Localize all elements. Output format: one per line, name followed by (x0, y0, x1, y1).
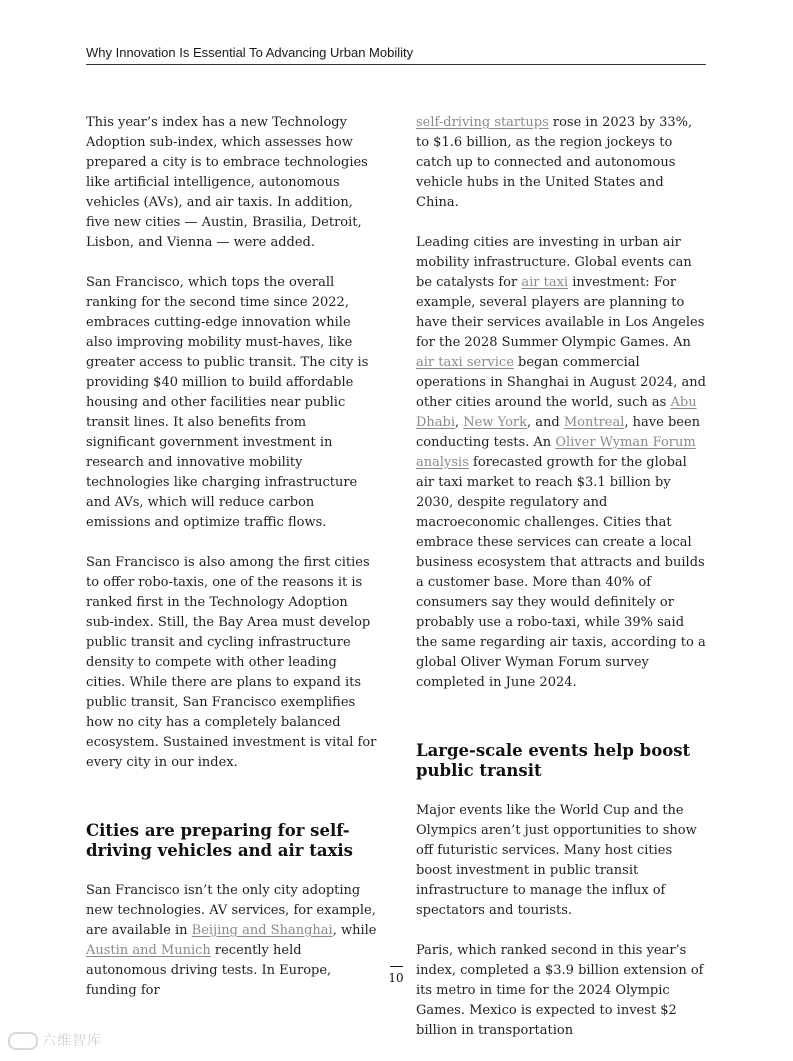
link-air-taxi-service[interactable]: air taxi service (416, 355, 514, 370)
text-segment: , while (332, 923, 377, 938)
paragraph-self-driving-startups (416, 113, 708, 213)
paragraph-new-technologies (86, 881, 378, 1001)
text-segment: forecasted growth for the global air taxi market to reach $3.1 billion by 2030, despite regulatory and macroeconomic challenges. Cities that embrace these services can create a local business ecosystem that attracts and builds a customer base. More than 40% of consumers say they would definitely or probably use a robo-taxi, while 39% said the same regarding air taxis, according to a global Oliver Wyman Forum survey completed in June 2024. (416, 455, 706, 690)
page-number (384, 966, 408, 985)
page-number-rule (390, 966, 403, 967)
text-segment: , (455, 415, 464, 430)
text-segment: San Francisco isn’t the only city adopting new technologies. AV services, for example, are available in (86, 883, 376, 938)
text-segment: began commercial operations in Shanghai in August 2024, and other cities around the world, such as (416, 355, 706, 410)
text-segment: , and (527, 415, 564, 430)
link-austin-munich[interactable]: Austin and Munich (86, 943, 211, 958)
right-column (416, 113, 708, 1061)
watermark (8, 1030, 102, 1050)
paragraph-robo-taxis: San Francisco is also among the first cities to offer robo-taxis, one of the reasons it is ranked first in the Technology Adoption sub-index. Still, the Bay Area must develop public transit and cycling infrastructure density to compete with other leading cities. While there are plans to expand its public transit, San Francisco exemplifies how no city has a completely balanced ecosystem. Sustained investment is vital for every city in our index. (86, 555, 377, 770)
link-oliver-wyman-forum-analysis[interactable]: Oliver Wyman Forum analysis (416, 435, 696, 470)
link-air-taxi[interactable]: air taxi (521, 275, 569, 290)
section-heading-self-driving: Cities are preparing for self-driving vehicles and air taxis (86, 821, 353, 860)
link-self-driving-startups[interactable]: self-driving startups (416, 115, 549, 130)
paragraph-air-mobility (416, 233, 708, 693)
paragraph-san-francisco-ranking: San Francisco, which tops the overall ranking for the second time since 2022, embraces cutting-edge innovation while also improving mobility must-haves, like greater access to public transit. The city is providing $40 million to build affordable housing and other facilities near public transit lines. It also benefits from significant government investment in research and innovative mobility technologies like charging infrastructure and AVs, which will reduce carbon emissions and optimize traffic flows. (86, 275, 369, 530)
running-header: Why Innovation Is Essential To Advancing Urban Mobility (86, 45, 706, 65)
text-segment: recently held autonomous driving tests. In Europe, funding for (86, 943, 332, 998)
page-number-text: 10 (388, 971, 404, 985)
link-montreal[interactable]: Montreal (563, 415, 625, 430)
paragraph-major-events: Major events like the World Cup and the Olympics aren’t just opportunities to show off futuristic services. Many host cities boost investment in public transit infrastructure to manage the influx of spectators and tourists. (416, 803, 697, 918)
link-abu-dhabi[interactable]: Abu Dhabi (416, 395, 697, 430)
text-segment: , have been conducting tests. An (416, 415, 701, 450)
section-heading-large-scale-events: Large-scale events help boost public transit (416, 741, 691, 780)
watermark-text: 六维智库 (42, 1033, 102, 1049)
paragraph-technology-adoption: This year’s index has a new Technology Adoption sub-index, which assesses how prepared a city is to embrace technologies like artificial intelligence, autonomous vehicles (AVs), and air taxis. In addition, five new cities — Austin, Brasilia, Detroit, Lisbon, and Vienna — were added. (86, 115, 368, 250)
watermark-logo-icon (8, 1032, 38, 1050)
text-segment: rose in 2023 by 33%, to $1.6 billion, as the region jockeys to catch up to connected and autonomous vehicle hubs in the United States and China. (416, 115, 693, 210)
text-segment: Leading cities are investing in urban air mobility infrastructure. Global events can be catalysts for (416, 235, 692, 290)
text-segment: investment: For example, several players are planning to have their services available in Los Angeles for the 2028 Summer Olympic Games. An (416, 275, 705, 350)
left-column (86, 113, 378, 1021)
paragraph-paris-metro: Paris, which ranked second in this year’s index, completed a $3.9 billion extension of its metro in time for the 2024 Olympic Games. Mexico is expected to invest $2 billion in transportation (416, 943, 704, 1038)
link-beijing-shanghai[interactable]: Beijing and Shanghai (191, 923, 333, 938)
link-new-york[interactable]: New York (463, 415, 527, 430)
